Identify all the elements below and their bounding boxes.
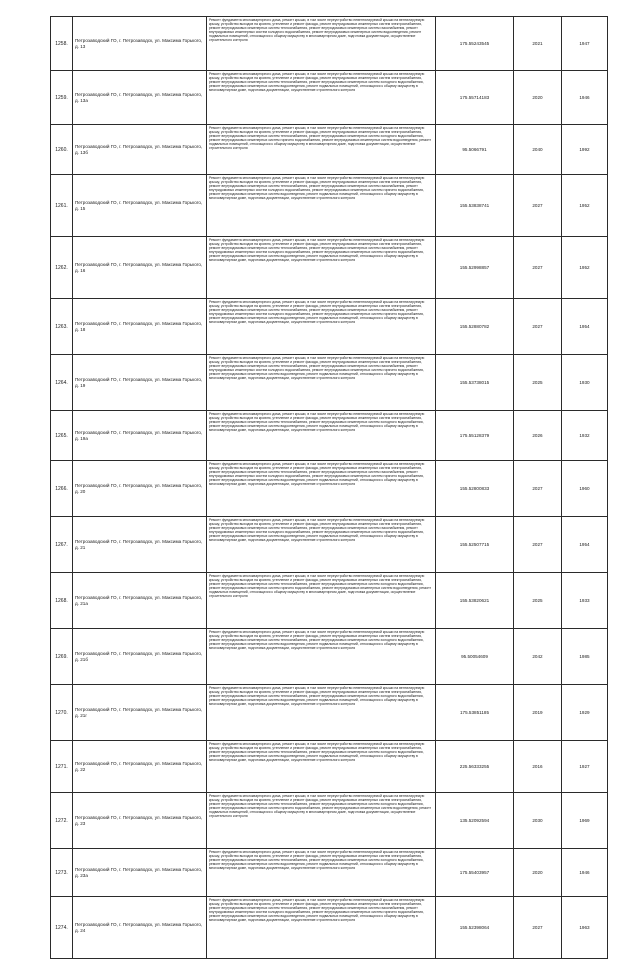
row-cost: 155.52800833 xyxy=(436,461,514,517)
row-planned-year: 2027 xyxy=(514,897,562,959)
row-work-description: Ремонт фундамента многоквартирного дома, ремонт крыши, в том числе переустройство невентилируемой крыши на вентилируемую крышу, устройство выходов на кровлю, утепление и ремонт фасада, ремонт внутридомовых инженерных систем электроснабжения, ремонт внутридомовых инженерных систем теплоснабжения, ремонт внутридомовых инженерных систем газоснабжения, ремонт внутридомовых инженерных систем холодного водоснабжения, ремонт внутридомовых инженерных систем горячего водоснабжения, ремонт внутридомовых инженерных систем водоотведения, ремонт подвальных помещений, относящихся к общему имуществу в многоквартирном доме, подготовка документации, осуществление строительного контроля xyxy=(207,517,436,573)
row-cost: 155.52507715 xyxy=(436,517,514,573)
row-build-year: 1946 xyxy=(562,71,608,125)
row-cost: 95.50054609 xyxy=(436,629,514,685)
row-work-description: Ремонт фундамента многоквартирного дома, ремонт крыши, в том числе переустройство невентилируемой крыши на вентилируемую крышу, устройство выходов на кровлю, утепление и ремонт фасада, ремонт внутридомовых инженерных систем электроснабжения, ремонт внутридомовых инженерных систем теплоснабжения, ремонт внутридомовых инженерных систем газоснабжения, ремонт внутридомовых инженерных систем холодного водоснабжения, ремонт внутридомовых инженерных систем горячего водоснабжения, ремонт внутридомовых инженерных систем водоотведения, ремонт подвальных помещений, относящихся к общему имуществу в многоквартирном доме, подготовка документации, осуществление строительного контроля xyxy=(207,175,436,237)
row-address: Петрозаводский ГО, г. Петрозаводск, ул. Максима Горького, д. 23 xyxy=(73,793,207,849)
row-planned-year: 2027 xyxy=(514,461,562,517)
row-address: Петрозаводский ГО, г. Петрозаводск, ул. Максима Горького, д. 24 xyxy=(73,897,207,959)
row-work-description: Ремонт фундамента многоквартирного дома, ремонт крыши, в том числе переустройство невентилируемой крыши на вентилируемую крышу, устройство выходов на кровлю, утепление и ремонт фасада, ремонт внутридомовых инженерных систем электроснабжения, ремонт внутридомовых инженерных систем теплоснабжения, ремонт внутридомовых инженерных систем холодного водоснабжения, ремонт внутридомовых инженерных систем горячего водоснабжения, ремонт внутридомовых инженерных систем водоотведения, ремонт подвальных помещений, относящихся к общему имуществу в многоквартирном доме, подготовка документации, осуществление строительного контроля xyxy=(207,125,436,175)
row-cost: 155.53838741 xyxy=(436,175,514,237)
row-build-year: 1960 xyxy=(562,461,608,517)
row-work-description: Ремонт фундамента многоквартирного дома, ремонт крыши, в том числе переустройство невентилируемой крыши на вентилируемую крышу, устройство выходов на кровлю, утепление и ремонт фасада, ремонт внутридомовых инженерных систем электроснабжения, ремонт внутридомовых инженерных систем теплоснабжения, ремонт внутридомовых инженерных систем холодного водоснабжения, ремонт внутридомовых инженерных систем горячего водоснабжения, ремонт внутридомовых инженерных систем водоотведения, ремонт подвальных помещений, относящихся к общему имуществу в многоквартирном доме, подготовка документации, осуществление строительного контроля xyxy=(207,573,436,629)
row-build-year: 1992 xyxy=(562,125,608,175)
row-build-year: 1946 xyxy=(562,849,608,897)
row-planned-year: 2027 xyxy=(514,517,562,573)
row-cost: 155.52880782 xyxy=(436,299,514,355)
row-cost: 175.55714183 xyxy=(436,71,514,125)
row-cost: 135.52092594 xyxy=(436,793,514,849)
row-address: Петрозаводский ГО, г. Петрозаводск, ул. Максима Горького, д. 21б xyxy=(73,629,207,685)
row-address: Петрозаводский ГО, г. Петрозаводск, ул. Максима Горького, д. 20 xyxy=(73,461,207,517)
row-number: 1262. xyxy=(51,237,73,299)
row-number: 1266. xyxy=(51,461,73,517)
row-planned-year: 2020 xyxy=(514,71,562,125)
row-work-description: Ремонт фундамента многоквартирного дома, ремонт крыши, в том числе переустройство невентилируемой крыши на вентилируемую крышу, устройство выходов на кровлю, утепление и ремонт фасада, ремонт внутридомовых инженерных систем электроснабжения, ремонт внутридомовых инженерных систем теплоснабжения, ремонт внутридомовых инженерных систем газоснабжения, ремонт внутридомовых инженерных систем холодного водоснабжения, ремонт внутридомовых инженерных систем водоотведения, ремонт подвальных помещений, относящихся к общему имуществу в многоквартирном доме, подготовка документации, осуществление строительного контроля xyxy=(207,17,436,71)
row-address: Петрозаводский ГО, г. Петрозаводск, ул. Максима Горького, д. 23а xyxy=(73,849,207,897)
table-row xyxy=(51,629,608,685)
row-cost: 175.55243545 xyxy=(436,17,514,71)
row-number: 1270. xyxy=(51,685,73,741)
row-work-description: Ремонт фундамента многоквартирного дома, ремонт крыши, в том числе переустройство невентилируемой крыши на вентилируемую крышу, устройство выходов на кровлю, утепление и ремонт фасада, ремонт внутридомовых инженерных систем электроснабжения, ремонт внутридомовых инженерных систем теплоснабжения, ремонт внутридомовых инженерных систем газоснабжения, ремонт внутридомовых инженерных систем холодного водоснабжения, ремонт внутридомовых инженерных систем горячего водоснабжения, ремонт внутридомовых инженерных систем водоотведения, ремонт подвальных помещений, относящихся к общему имуществу в многоквартирном доме, подготовка документации, осуществление строительного контроля xyxy=(207,897,436,959)
table-row xyxy=(51,355,608,411)
row-planned-year: 2027 xyxy=(514,237,562,299)
row-build-year: 1954 xyxy=(562,517,608,573)
row-address: Петрозаводский ГО, г. Петрозаводск, ул. Максима Горького, д. 19 xyxy=(73,355,207,411)
row-planned-year: 2025 xyxy=(514,573,562,629)
row-planned-year: 2019 xyxy=(514,685,562,741)
table-row xyxy=(51,741,608,793)
row-number: 1259. xyxy=(51,71,73,125)
row-number: 1268. xyxy=(51,573,73,629)
table-row xyxy=(51,461,608,517)
row-address: Петрозаводский ГО, г. Петрозаводск, ул. Максима Горького, д. 13а xyxy=(73,71,207,125)
row-number: 1274. xyxy=(51,897,73,959)
row-number: 1261. xyxy=(51,175,73,237)
table-row xyxy=(51,573,608,629)
row-cost: 155.53820621 xyxy=(436,573,514,629)
row-build-year: 1952 xyxy=(562,175,608,237)
row-cost: 175.53851185 xyxy=(436,685,514,741)
row-build-year: 1969 xyxy=(562,793,608,849)
row-planned-year: 2042 xyxy=(514,629,562,685)
row-work-description: Ремонт фундамента многоквартирного дома, ремонт крыши, в том числе переустройство невентилируемой крыши на вентилируемую крышу, устройство выходов на кровлю, утепление и ремонт фасада, ремонт внутридомовых инженерных систем электроснабжения, ремонт внутридомовых инженерных систем теплоснабжения, ремонт внутридомовых инженерных систем холодного водоснабжения, ремонт внутридомовых инженерных систем водоотведения, ремонт подвальных помещений, относящихся к общему имуществу в многоквартирном доме, подготовка документации, осуществление строительного контроля xyxy=(207,411,436,461)
row-work-description: Ремонт фундамента многоквартирного дома, ремонт крыши, в том числе переустройство невентилируемой крыши на вентилируемую крышу, устройство выходов на кровлю, утепление и ремонт фасада, ремонт внутридомовых инженерных систем электроснабжения, ремонт внутридомовых инженерных систем теплоснабжения, ремонт внутридомовых инженерных систем холодного водоснабжения, ремонт внутридомовых инженерных систем водоотведения, ремонт подвальных помещений, относящихся к общему имуществу в многоквартирном доме, подготовка документации, осуществление строительного контроля xyxy=(207,629,436,685)
row-cost: 225.56333255 xyxy=(436,741,514,793)
row-address: Петрозаводский ГО, г. Петрозаводск, ул. Максима Горького, д. 16 xyxy=(73,237,207,299)
table-body xyxy=(51,17,608,959)
table-row xyxy=(51,299,608,355)
table-row xyxy=(51,897,608,959)
row-planned-year: 2027 xyxy=(514,175,562,237)
row-planned-year: 2016 xyxy=(514,741,562,793)
row-cost: 175.55128379 xyxy=(436,411,514,461)
row-work-description: Ремонт фундамента многоквартирного дома, ремонт крыши, в том числе переустройство невентилируемой крыши на вентилируемую крышу, устройство выходов на кровлю, утепление и ремонт фасада, ремонт внутридомовых инженерных систем электроснабжения, ремонт внутридомовых инженерных систем теплоснабжения, ремонт внутридомовых инженерных систем газоснабжения, ремонт внутридомовых инженерных систем холодного водоснабжения, ремонт внутридомовых инженерных систем горячего водоснабжения, ремонт внутридомовых инженерных систем водоотведения, ремонт подвальных помещений, относящихся к общему имуществу в многоквартирном доме, подготовка документации, осуществление строительного контроля xyxy=(207,461,436,517)
row-address: Петрозаводский ГО, г. Петрозаводск, ул. Максима Горького, д. 22 xyxy=(73,741,207,793)
row-build-year: 1952 xyxy=(562,237,608,299)
row-build-year: 1932 xyxy=(562,411,608,461)
row-planned-year: 2030 xyxy=(514,793,562,849)
row-address: Петрозаводский ГО, г. Петрозаводск, ул. Максима Горького, д. 19а xyxy=(73,411,207,461)
row-work-description: Ремонт фундамента многоквартирного дома, ремонт крыши, в том числе переустройство невентилируемой крыши на вентилируемую крышу, устройство выходов на кровлю, утепление и ремонт фасада, ремонт внутридомовых инженерных систем электроснабжения, ремонт внутридомовых инженерных систем теплоснабжения, ремонт внутридомовых инженерных систем холодного водоснабжения, ремонт внутридомовых инженерных систем водоотведения, ремонт подвальных помещений, относящихся к общему имуществу в многоквартирном доме, подготовка документации, осуществление строительного контроля xyxy=(207,741,436,793)
row-number: 1271. xyxy=(51,741,73,793)
table-row xyxy=(51,71,608,125)
row-work-description: Ремонт фундамента многоквартирного дома, ремонт крыши, в том числе переустройство невентилируемой крыши на вентилируемую крышу, устройство выходов на кровлю, утепление и ремонт фасада, ремонт внутридомовых инженерных систем электроснабжения, ремонт внутридомовых инженерных систем теплоснабжения, ремонт внутридомовых инженерных систем газоснабжения, ремонт внутридомовых инженерных систем холодного водоснабжения, ремонт внутридомовых инженерных систем горячего водоснабжения, ремонт внутридомовых инженерных систем водоотведения, ремонт подвальных помещений, относящихся к общему имуществу в многоквартирном доме, подготовка документации, осуществление строительного контроля xyxy=(207,355,436,411)
row-number: 1272. xyxy=(51,793,73,849)
row-work-description: Ремонт фундамента многоквартирного дома, ремонт крыши, в том числе переустройство невентилируемой крыши на вентилируемую крышу, устройство выходов на кровлю, утепление и ремонт фасада, ремонт внутридомовых инженерных систем электроснабжения, ремонт внутридомовых инженерных систем теплоснабжения, ремонт внутридомовых инженерных систем газоснабжения, ремонт внутридомовых инженерных систем холодного водоснабжения, ремонт внутридомовых инженерных систем горячего водоснабжения, ремонт внутридомовых инженерных систем водоотведения, ремонт подвальных помещений, относящихся к общему имуществу в многоквартирном доме, подготовка документации, осуществление строительного контроля xyxy=(207,299,436,355)
row-address: Петрозаводский ГО, г. Петрозаводск, ул. Максима Горького, д. 15 xyxy=(73,175,207,237)
row-build-year: 1933 xyxy=(562,573,608,629)
row-number: 1265. xyxy=(51,411,73,461)
row-build-year: 1930 xyxy=(562,355,608,411)
row-address: Петрозаводский ГО, г. Петрозаводск, ул. Максима Горького, д. 21 xyxy=(73,517,207,573)
row-address: Петрозаводский ГО, г. Петрозаводск, ул. Максима Горького, д. 13 xyxy=(73,17,207,71)
table-row xyxy=(51,175,608,237)
row-address: Петрозаводский ГО, г. Петрозаводск, ул. Максима Горького, д. 21г xyxy=(73,685,207,741)
row-address: Петрозаводский ГО, г. Петрозаводск, ул. Максима Горького, д. 18 xyxy=(73,299,207,355)
row-cost: 155.53738015 xyxy=(436,355,514,411)
row-build-year: 1947 xyxy=(562,17,608,71)
row-cost: 155.52998857 xyxy=(436,237,514,299)
repair-program-table xyxy=(50,16,608,959)
row-build-year: 1963 xyxy=(562,897,608,959)
row-number: 1273. xyxy=(51,849,73,897)
row-planned-year: 2040 xyxy=(514,125,562,175)
row-number: 1260. xyxy=(51,125,73,175)
row-work-description: Ремонт фундамента многоквартирного дома, ремонт крыши, в том числе переустройство невентилируемой крыши на вентилируемую крышу, устройство выходов на кровлю, утепление и ремонт фасада, ремонт внутридомовых инженерных систем электроснабжения, ремонт внутридомовых инженерных систем теплоснабжения, ремонт внутридомовых инженерных систем холодного водоснабжения, ремонт внутридомовых инженерных систем водоотведения, ремонт подвальных помещений, относящихся к общему имуществу в многоквартирном доме, подготовка документации, осуществление строительного контроля xyxy=(207,849,436,897)
row-number: 1264. xyxy=(51,355,73,411)
row-planned-year: 2021 xyxy=(514,17,562,71)
table-row xyxy=(51,517,608,573)
row-build-year: 1927 xyxy=(562,741,608,793)
table-row xyxy=(51,849,608,897)
row-planned-year: 2025 xyxy=(514,355,562,411)
row-build-year: 1929 xyxy=(562,685,608,741)
row-number: 1258. xyxy=(51,17,73,71)
row-work-description: Ремонт фундамента многоквартирного дома, ремонт крыши, в том числе переустройство невентилируемой крыши на вентилируемую крышу, устройство выходов на кровлю, утепление и ремонт фасада, ремонт внутридомовых инженерных систем электроснабжения, ремонт внутридомовых инженерных систем теплоснабжения, ремонт внутридомовых инженерных систем холодного водоснабжения, ремонт внутридомовых инженерных систем горячего водоснабжения, ремонт внутридомовых инженерных систем водоотведения, ремонт подвальных помещений, относящихся к общему имуществу в многоквартирном доме, подготовка документации, осуществление строительного контроля xyxy=(207,793,436,849)
row-cost: 95.5066791 xyxy=(436,125,514,175)
row-address: Петрозаводский ГО, г. Петрозаводск, ул. Максима Горького, д. 13б xyxy=(73,125,207,175)
row-number: 1269. xyxy=(51,629,73,685)
row-work-description: Ремонт фундамента многоквартирного дома, ремонт крыши, в том числе переустройство невентилируемой крыши на вентилируемую крышу, устройство выходов на кровлю, утепление и ремонт фасада, ремонт внутридомовых инженерных систем электроснабжения, ремонт внутридомовых инженерных систем теплоснабжения, ремонт внутридомовых инженерных систем холодного водоснабжения, ремонт внутридомовых инженерных систем водоотведения, ремонт подвальных помещений, относящихся к общему имуществу в многоквартирном доме, подготовка документации, осуществление строительного контроля xyxy=(207,71,436,125)
table-row xyxy=(51,411,608,461)
table-row xyxy=(51,685,608,741)
row-planned-year: 2020 xyxy=(514,849,562,897)
row-number: 1263. xyxy=(51,299,73,355)
row-cost: 155.52398064 xyxy=(436,897,514,959)
table-row xyxy=(51,17,608,71)
document-page xyxy=(50,16,607,959)
table-row xyxy=(51,793,608,849)
row-work-description: Ремонт фундамента многоквартирного дома, ремонт крыши, в том числе переустройство невентилируемой крыши на вентилируемую крышу, устройство выходов на кровлю, утепление и ремонт фасада, ремонт внутридомовых инженерных систем электроснабжения, ремонт внутридомовых инженерных систем теплоснабжения, ремонт внутридомовых инженерных систем газоснабжения, ремонт внутридомовых инженерных систем холодного водоснабжения, ремонт внутридомовых инженерных систем горячего водоснабжения, ремонт внутридомовых инженерных систем водоотведения, ремонт подвальных помещений, относящихся к общему имуществу в многоквартирном доме, подготовка документации, осуществление строительного контроля xyxy=(207,237,436,299)
row-address: Петрозаводский ГО, г. Петрозаводск, ул. Максима Горького, д. 21а xyxy=(73,573,207,629)
row-number: 1267. xyxy=(51,517,73,573)
row-build-year: 1954 xyxy=(562,299,608,355)
row-cost: 175.55403957 xyxy=(436,849,514,897)
row-planned-year: 2026 xyxy=(514,411,562,461)
row-build-year: 1985 xyxy=(562,629,608,685)
row-planned-year: 2027 xyxy=(514,299,562,355)
row-work-description: Ремонт фундамента многоквартирного дома, ремонт крыши, в том числе переустройство невентилируемой крыши на вентилируемую крышу, устройство выходов на кровлю, утепление и ремонт фасада, ремонт внутридомовых инженерных систем электроснабжения, ремонт внутридомовых инженерных систем теплоснабжения, ремонт внутридомовых инженерных систем холодного водоснабжения, ремонт внутридомовых инженерных систем водоотведения, ремонт подвальных помещений, относящихся к общему имуществу в многоквартирном доме, подготовка документации, осуществление строительного контроля xyxy=(207,685,436,741)
table-row xyxy=(51,237,608,299)
table-row xyxy=(51,125,608,175)
